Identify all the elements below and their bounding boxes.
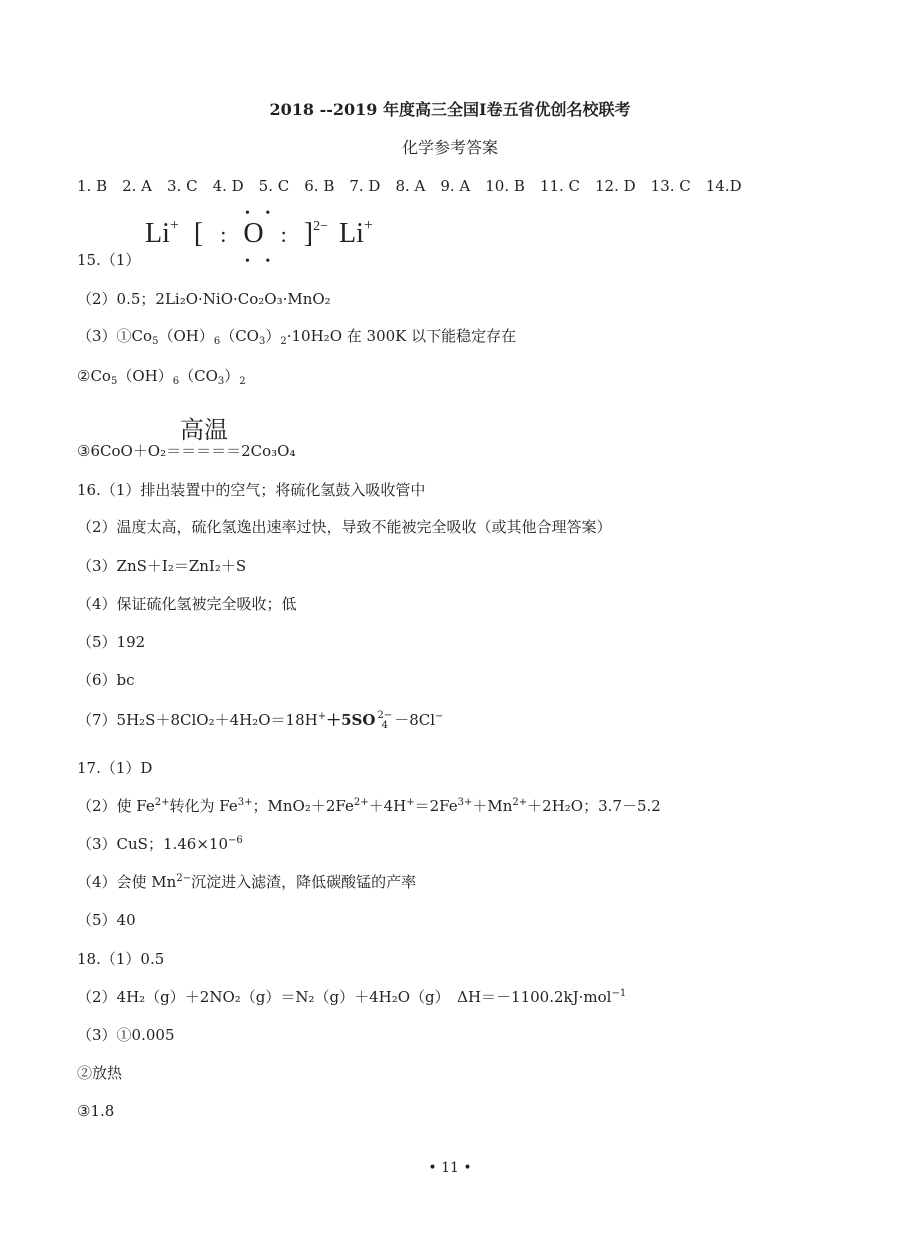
lewis-dots-bottom: • • <box>245 254 277 269</box>
q16-part1: 16.（1）排出装置中的空气；将硫化氢鼓入吸收管中 <box>77 481 426 499</box>
q17-part5: （5）40 <box>77 911 136 929</box>
q17-part2: （2）使 $Fe^{2+}$转化为 $Fe^{3+}$；$MnO_2+2Fe^{2+}+4H^+=2Fe^{3+}+Mn^{2+}+2H_2O$；3.7－5.2 <box>77 797 661 815</box>
lewis-dots-top: • • <box>245 206 277 221</box>
lewis-dots-left: : <box>220 222 227 247</box>
reaction-condition: 高温 <box>180 416 228 444</box>
q16-part6: （6）bc <box>77 671 135 689</box>
q17-part3: （3）CuS；$1.46\times 10^{-6}$ <box>77 835 243 853</box>
lewis-li-right: Li <box>338 218 364 249</box>
lewis-li-left: Li <box>145 218 170 249</box>
q17-part4: （4）会使 $Mn^{2-}$沉淀进入滤渣，降低碳酸锰的产率 <box>77 873 417 891</box>
q16-part5: （5）192 <box>77 633 146 651</box>
q15-label: 15.（1） <box>77 251 141 269</box>
lewis-bracket-close: ] <box>303 218 314 249</box>
lewis-charge: 2− <box>313 219 328 234</box>
lewis-dots-right: : <box>280 222 287 247</box>
q16-part7: （7）5H₂S＋8ClO₂＋4H₂O＝18H+＋5SO 2− 4 －8Cl− <box>77 710 444 731</box>
lewis-li-right-charge: + <box>363 217 373 234</box>
q15-part3c-reaction <box>77 410 477 460</box>
q18-part3c: ③1.8 <box>77 1102 115 1120</box>
lewis-structure <box>145 206 373 269</box>
lewis-oxygen: O <box>243 218 264 249</box>
q16-part3: （3）ZnS＋I₂＝ZnI₂＋S <box>77 557 247 575</box>
q18-part2: （2）4H₂（g）＋2NO₂（g）＝N₂（g）＋4H₂O（g） ΔH＝－1100.2kJ·mol$^{-1}$ <box>77 988 627 1006</box>
document-subtitle: 化学参考答案 <box>401 138 498 157</box>
reaction-equation: ③6CoO＋O₂＝＝＝＝＝2Co₃O₄ <box>77 442 296 460</box>
q16-part2: （2）温度太高，硫化氢逸出速率过快，导致不能被完全吸收（或其他合理答案） <box>77 518 612 536</box>
document-title: 2018 --2019 年度高三全国Ⅰ卷五省优创名校联考 <box>269 100 631 119</box>
page-number: • 11 • <box>428 1160 472 1176</box>
q15-part2: （2）0.5；2Li₂O·NiO·Co₂O₃·MnO₂ <box>77 290 331 308</box>
multiple-choice-answers: 1. B 2. A 3. C 4. D 5. C 6. B 7. D 8. A 9. A 10. B 11. C 12. D 13. C 14.D <box>77 177 742 195</box>
lewis-li-left-charge: + <box>169 217 179 234</box>
q15-part3a: $(3)①Co_5(OH)_6(CO_3)_2\cdot 10H_2O$ 在 300K 以下能稳定存在 <box>77 327 517 347</box>
q18-part1: 18.（1）0.5 <box>77 950 165 968</box>
q17-part1: 17.（1）D <box>77 759 153 777</box>
q16-part4: （4）保证硫化氢被完全吸收；低 <box>77 595 297 613</box>
q15-part3b: $②Co_5(OH)_6(CO_3)_2$ <box>77 367 246 387</box>
lewis-bracket-open: [ <box>193 218 204 249</box>
q18-part3a: （3）①0.005 <box>77 1026 175 1044</box>
q18-part3b: ②放热 <box>77 1064 123 1082</box>
